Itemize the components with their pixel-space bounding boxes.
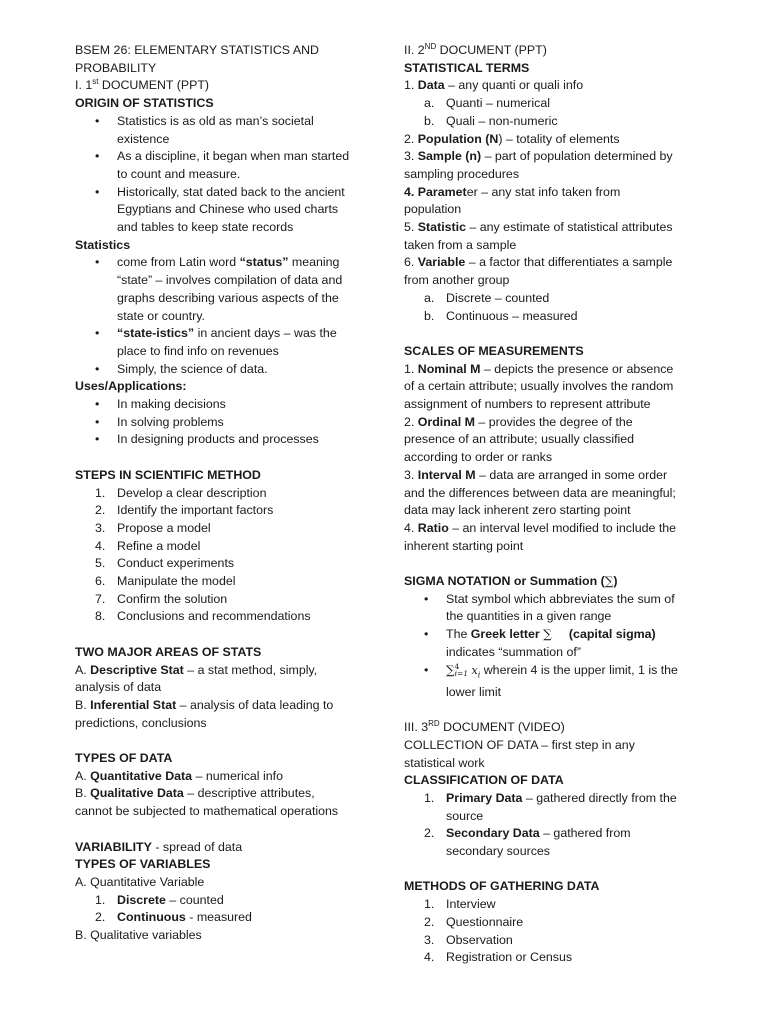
list-letter: b. xyxy=(424,113,435,128)
sigma-item-3-line2: lower limit xyxy=(446,684,502,699)
term-1-post: – any quanti or quali info xyxy=(444,78,584,93)
area-a-bold: Descriptive Stat xyxy=(90,662,184,677)
list-item xyxy=(75,555,375,573)
sigma-item-2-line1 xyxy=(446,626,704,644)
method-2: Questionnaire xyxy=(446,914,524,929)
bullet-icon: • xyxy=(95,414,100,429)
course-title-line2: PROBABILITY xyxy=(75,60,157,75)
type-a xyxy=(75,768,375,786)
type-a-prefix: A. xyxy=(75,768,91,783)
scale-2-line1 xyxy=(404,414,704,432)
bullet-icon: • xyxy=(95,432,100,447)
list-item xyxy=(404,914,704,932)
list-item xyxy=(75,113,375,148)
origin-item-2-line1: As a discipline, it began when man started xyxy=(117,149,350,164)
class-item-1-post: – gathered directly from the xyxy=(522,790,677,805)
stat-item-1-line1 xyxy=(117,254,375,272)
scale-1-line1 xyxy=(404,361,704,379)
stat-item-1-line2: “state” – involves compilation of data and xyxy=(117,273,343,288)
bullet-icon: • xyxy=(95,397,100,412)
bullet-icon: • xyxy=(424,662,429,677)
area-a-prefix: A. xyxy=(75,662,91,677)
origin-title: ORIGIN OF STATISTICS xyxy=(75,96,214,111)
class-item-1-bold: Primary Data xyxy=(446,790,523,805)
steps-title: STEPS IN SCIENTIFIC METHOD xyxy=(75,467,261,482)
list-item xyxy=(404,308,704,326)
term-4-line2: population xyxy=(404,202,462,217)
type-b-prefix: B. xyxy=(75,786,91,801)
list-item xyxy=(75,148,375,183)
scale-3-line2: and the differences between data are meaningful; xyxy=(404,485,676,500)
term-1-prefix: 1. xyxy=(404,78,418,93)
term-3-post: – part of population determined by xyxy=(481,149,673,164)
list-item xyxy=(75,485,375,503)
stat-item-1-pre: come from Latin word xyxy=(117,255,240,270)
scale-4-bold: Ratio xyxy=(417,520,449,535)
origin-item-1-line2: existence xyxy=(117,131,170,146)
origin-item-3-line1: Historically, stat dated back to the ancient xyxy=(117,184,345,199)
list-item xyxy=(75,502,375,520)
qualitative-variables: B. Qualitative variables xyxy=(75,928,202,943)
term-5-prefix: 5. xyxy=(404,220,418,235)
sigma-item-3-post: wherein 4 is the upper limit, 1 is the xyxy=(480,662,678,677)
areas-title: TWO MAJOR AREAS OF STATS xyxy=(75,644,262,659)
term-3-bold: Sample (n) xyxy=(417,149,482,164)
step-7: Confirm the solution xyxy=(117,591,228,606)
sigma-item-2-bold2: (capital sigma) xyxy=(568,627,656,642)
step-1: Develop a clear description xyxy=(117,485,267,500)
scale-4-prefix: 4. xyxy=(404,520,418,535)
term-6-bold: Variable xyxy=(417,255,466,270)
scale-2-line3: according to order or ranks xyxy=(404,450,553,465)
area-b-line1 xyxy=(75,697,375,715)
list-item xyxy=(75,573,375,591)
list-number: 1. xyxy=(424,790,435,805)
term-6-sub-b: Continuous – measured xyxy=(446,308,578,323)
stat-item-2-post: in ancient days – was the xyxy=(194,326,337,341)
uses-item-1: In making decisions xyxy=(117,397,226,412)
term-1-bold: Data xyxy=(417,78,445,93)
stat-item-3: Simply, the science of data. xyxy=(117,361,268,376)
scale-2-post: – provides the degree of the xyxy=(474,414,633,429)
list-letter: b. xyxy=(424,308,435,323)
quantitative-variable: A. Quantitative Variable xyxy=(75,874,205,889)
list-item xyxy=(75,254,375,325)
list-item xyxy=(404,290,704,308)
scale-3-prefix: 3. xyxy=(404,467,418,482)
sigma-item-3-line1 xyxy=(446,662,704,684)
list-item xyxy=(404,662,704,702)
list-item xyxy=(75,396,375,414)
scale-3-line1 xyxy=(404,467,704,485)
bullet-icon: • xyxy=(95,326,100,341)
list-item xyxy=(404,95,704,113)
collection-line1: COLLECTION OF DATA – first step in any xyxy=(404,737,635,752)
class-item-2-post: – gathered from xyxy=(539,826,631,841)
term-2-post: ) – totality of elements xyxy=(498,131,620,146)
uses-item-2: In solving problems xyxy=(117,414,224,429)
sigma-title xyxy=(404,573,704,591)
list-letter: a. xyxy=(424,96,435,111)
step-4: Refine a model xyxy=(117,538,201,553)
list-item xyxy=(75,414,375,432)
type-b-post: – descriptive attributes, xyxy=(183,786,315,801)
origin-item-1-line1: Statistics is as old as man’s societal xyxy=(117,113,314,128)
class-item-1-line2: source xyxy=(446,808,484,823)
list-number: 6. xyxy=(95,574,106,589)
origin-item-3-line3: and tables to keep state records xyxy=(117,220,294,235)
stat-item-2-line2: place to find info on revenues xyxy=(117,343,279,358)
sigma-title-close: ) xyxy=(613,574,618,589)
sigma-title-bold: SIGMA NOTATION or Summation ( xyxy=(404,574,605,589)
scale-1-bold: Nominal M xyxy=(417,361,481,376)
sigma-item-1-line2: the quantities in a given range xyxy=(446,609,612,624)
type-a-bold: Quantitative Data xyxy=(90,768,193,783)
bullet-icon: • xyxy=(424,627,429,642)
term-5-line1 xyxy=(404,219,704,237)
summation-lower-limit: i=1 xyxy=(454,669,469,679)
scale-1-line3: assignment of numbers to represent attribute xyxy=(404,397,651,412)
uses-item-3: In designing products and processes xyxy=(117,432,319,447)
list-number: 2. xyxy=(424,826,435,841)
scale-1-post: – depicts the presence or absence xyxy=(480,361,674,376)
variability-post: - spread of data xyxy=(151,839,243,854)
right-column xyxy=(404,42,704,967)
var-item-1 xyxy=(117,892,375,910)
list-item xyxy=(75,538,375,556)
list-number: 3. xyxy=(424,932,435,947)
stat-item-1-post: meaning xyxy=(288,255,340,270)
summation-variable: x xyxy=(471,663,478,677)
list-item xyxy=(75,591,375,609)
term-1-sub-a: Quanti – numerical xyxy=(446,96,550,111)
second-document-heading xyxy=(404,42,704,60)
classification-title: CLASSIFICATION OF DATA xyxy=(404,773,564,788)
area-b-prefix: B. xyxy=(75,697,91,712)
list-item xyxy=(404,949,704,967)
stat-item-1-line3: graphs describing various aspects of the xyxy=(117,290,339,305)
bullet-icon: • xyxy=(95,149,100,164)
type-b-line2: cannot be subjected to mathematical operations xyxy=(75,804,339,819)
doc3-sup: RD xyxy=(428,719,440,729)
method-4: Registration or Census xyxy=(446,950,573,965)
doc2-prefix: II. 2 xyxy=(404,43,425,57)
type-b-bold: Qualitative Data xyxy=(90,786,184,801)
list-item xyxy=(75,184,375,237)
term-5-line2: taken from a sample xyxy=(404,237,517,252)
scale-1-line2: of a certain attribute; usually involves the random xyxy=(404,379,674,394)
list-item xyxy=(404,591,704,626)
term-4-line1 xyxy=(404,184,704,202)
class-item-2-bold: Secondary Data xyxy=(446,826,540,841)
scale-3-bold: Interval M xyxy=(417,467,476,482)
sigma-icon: ∑ xyxy=(446,662,455,677)
doc3-suffix: DOCUMENT (VIDEO) xyxy=(439,720,565,735)
doc1-suffix: DOCUMENT (PPT) xyxy=(98,78,210,93)
types-title: TYPES OF DATA xyxy=(75,751,173,766)
class-item-1-line1 xyxy=(446,790,704,808)
left-column xyxy=(75,42,375,945)
type-b-line1 xyxy=(75,785,375,803)
bullet-icon: • xyxy=(95,113,100,128)
list-number: 8. xyxy=(95,609,106,624)
stat-item-2-bold: “state-istics” xyxy=(117,326,195,341)
origin-item-2-line2: to count and measure. xyxy=(117,166,241,181)
term-3-line1 xyxy=(404,148,704,166)
list-item xyxy=(404,113,704,131)
list-item xyxy=(404,790,704,825)
list-item xyxy=(75,361,375,379)
list-item xyxy=(75,431,375,449)
class-item-2-line2: secondary sources xyxy=(446,844,550,859)
var-item-1-bold: Discrete xyxy=(117,892,166,907)
first-document-heading xyxy=(75,77,375,95)
types-of-variables-title: TYPES OF VARIABLES xyxy=(75,857,211,872)
term-5-post: – any estimate of statistical attributes xyxy=(465,220,673,235)
list-item xyxy=(75,909,375,927)
term-4-post: er – any stat info taken from xyxy=(466,184,621,199)
scale-2-bold: Ordinal M xyxy=(417,414,475,429)
collection-line2: statistical work xyxy=(404,755,485,770)
sigma-icon: ∑ xyxy=(543,627,552,642)
list-letter: a. xyxy=(424,290,435,305)
term-3-line2: sampling procedures xyxy=(404,166,520,181)
course-title-line1: BSEM 26: ELEMENTARY STATISTICS AND xyxy=(75,43,319,57)
bullet-icon: • xyxy=(95,361,100,376)
summation-index: i xyxy=(477,670,481,680)
scale-4-post: – an interval level modified to include the xyxy=(448,520,677,535)
bullet-icon: • xyxy=(424,591,429,606)
list-item xyxy=(75,892,375,910)
term-6-line2: from another group xyxy=(404,273,510,288)
scale-3-post: – data are arranged in some order xyxy=(475,467,668,482)
area-b-line2: predictions, conclusions xyxy=(75,715,207,730)
class-item-2-line1 xyxy=(446,825,704,843)
area-a-line1 xyxy=(75,662,375,680)
area-b-post: – analysis of data leading to xyxy=(176,697,334,712)
list-number: 5. xyxy=(95,556,106,571)
methods-title: METHODS OF GATHERING DATA xyxy=(404,879,600,894)
var-item-1-post: – counted xyxy=(165,892,224,907)
scales-title: SCALES OF MEASUREMENTS xyxy=(404,343,584,358)
step-5: Conduct experiments xyxy=(117,556,235,571)
term-1-sub-b: Quali – non-numeric xyxy=(446,113,558,128)
scale-3-line3: data may lack inherent zero starting point xyxy=(404,503,631,518)
term-6-prefix: 6. xyxy=(404,255,418,270)
variability-line xyxy=(75,839,375,857)
term-2-prefix: 2. xyxy=(404,131,418,146)
scale-1-prefix: 1. xyxy=(404,361,418,376)
sigma-item-2-line2: indicates “summation of” xyxy=(446,644,581,659)
method-1: Interview xyxy=(446,897,496,912)
stat-item-1-bold: “status” xyxy=(239,255,289,270)
step-3: Propose a model xyxy=(117,520,211,535)
origin-item-3-line2: Egyptians and Chinese who used charts xyxy=(117,202,339,217)
summation-upper-limit: 4 xyxy=(454,662,460,672)
area-a-line2: analysis of data xyxy=(75,680,162,695)
uses-title: Uses/Applications: xyxy=(75,379,187,394)
sigma-item-2-pre: The xyxy=(446,627,471,642)
third-document-heading xyxy=(404,719,704,737)
stat-item-1-line4: state or country. xyxy=(117,308,205,323)
area-a-post: – a stat method, simply, xyxy=(183,662,318,677)
terms-title: STATISTICAL TERMS xyxy=(404,60,530,75)
scale-4-line1 xyxy=(404,520,704,538)
doc3-prefix: III. 3 xyxy=(404,720,429,735)
scale-2-line2: presence of an attribute; usually classified xyxy=(404,432,635,447)
list-item xyxy=(404,896,704,914)
term-6-post: – a factor that differentiates a sample xyxy=(465,255,673,270)
term-6-sub-a: Discrete – counted xyxy=(446,290,550,305)
stat-item-2-line1 xyxy=(117,325,375,343)
type-a-post: – numerical info xyxy=(192,768,283,783)
list-number: 1. xyxy=(95,892,106,907)
doc1-sup: st xyxy=(92,77,99,87)
doc2-sup: ND xyxy=(424,42,437,51)
list-number: 7. xyxy=(95,591,106,606)
step-2: Identify the important factors xyxy=(117,503,274,518)
list-number: 2. xyxy=(95,910,106,925)
term-2-bold: Population (N xyxy=(417,131,499,146)
term-4-bold: 4. Paramet xyxy=(404,184,467,199)
term-3-prefix: 3. xyxy=(404,149,418,164)
list-number: 3. xyxy=(95,520,106,535)
list-item xyxy=(75,608,375,626)
sigma-icon: ∑ xyxy=(604,574,614,589)
var-item-2-post: - measured xyxy=(185,910,252,925)
doc1-prefix: I. 1 xyxy=(75,78,93,93)
sigma-item-2-bold: Greek letter xyxy=(470,627,544,642)
method-3: Observation xyxy=(446,932,513,947)
list-number: 4. xyxy=(95,538,106,553)
list-number: 1. xyxy=(424,897,435,912)
list-number: 2. xyxy=(424,914,435,929)
list-number: 2. xyxy=(95,503,106,518)
list-item xyxy=(404,626,704,661)
area-b-bold: Inferential Stat xyxy=(90,697,177,712)
bullet-icon: • xyxy=(95,184,100,199)
list-number: 4. xyxy=(424,950,435,965)
var-item-2 xyxy=(117,909,375,927)
var-item-2-bold: Continuous xyxy=(117,910,186,925)
list-item xyxy=(75,520,375,538)
doc2-suffix: DOCUMENT (PPT) xyxy=(436,43,547,57)
scale-4-line2: inherent starting point xyxy=(404,538,524,553)
list-item xyxy=(404,932,704,950)
term-6-line1 xyxy=(404,254,704,272)
step-6: Manipulate the model xyxy=(117,574,236,589)
list-item xyxy=(404,825,704,860)
sigma-item-1-line1: Stat symbol which abbreviates the sum of xyxy=(446,591,675,606)
list-number: 1. xyxy=(95,485,106,500)
list-item xyxy=(75,325,375,360)
variability-bold: VARIABILITY xyxy=(75,839,152,854)
term-2 xyxy=(404,131,704,149)
term-5-bold: Statistic xyxy=(417,220,466,235)
summation-limits xyxy=(455,663,468,677)
scale-2-prefix: 2. xyxy=(404,414,418,429)
statistics-title: Statistics xyxy=(75,237,131,252)
step-8: Conclusions and recommendations xyxy=(117,609,311,624)
bullet-icon: • xyxy=(95,255,100,270)
term-1 xyxy=(404,77,704,95)
